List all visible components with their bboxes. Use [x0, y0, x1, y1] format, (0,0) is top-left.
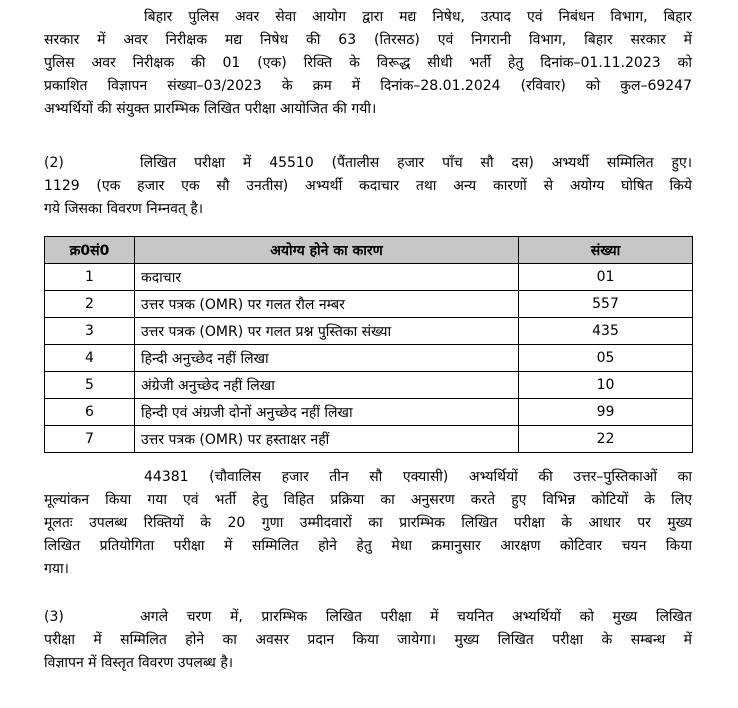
table-row	[45, 372, 693, 399]
paragraph-line: बिहार पुलिस अवर सेवा आयोग द्वारा मद्य निषेध, उत्पाद एवं निबंधन विभाग, बिहार	[144, 9, 692, 25]
cell-reason: उत्तर पत्रक (OMR) पर गलत प्रश्न पुस्तिका संख्या	[135, 318, 519, 345]
paragraph-line: 1129 (एक हजार एक सौ उनतीस) अभ्यर्थी कदाचार तथा अन्य कारणों से अयोग्य घोषित किये	[44, 178, 692, 194]
table-header-row	[45, 237, 693, 264]
header-reason: अयोग्य होने का कारण	[135, 237, 519, 264]
cell-count: 22	[519, 426, 693, 453]
cell-reason: हिन्दी अनुच्छेद नहीं लिखा	[135, 345, 519, 372]
cell-serial: 1	[45, 264, 135, 291]
paragraph-line: गये जिसका विवरण निम्नवत् है।	[44, 201, 204, 217]
cell-serial: 4	[45, 345, 135, 372]
paragraph-line: सरकार में अवर निरीक्षक मद्य निषेध की 63 (तिरसठ) एवं निगरानी विभाग, बिहार सरकार में	[44, 32, 692, 48]
cell-count: 05	[519, 345, 693, 372]
paragraph-line: मूलतः उपलब्ध रिक्तियों के 20 गुणा उम्मीदवारों का प्रारम्भिक लिखित परीक्षा के आधार पर मुख्य	[44, 515, 692, 531]
section-number: (3)	[44, 609, 64, 625]
paragraph-2	[44, 152, 692, 221]
disqualification-table	[44, 236, 693, 453]
table-row	[45, 264, 693, 291]
paragraph-1	[44, 6, 692, 121]
paragraph-text: अगले चरण में, प्रारम्भिक लिखित परीक्षा में चयनित अभ्यर्थियों को मुख्य लिखित	[140, 609, 692, 625]
cell-count: 01	[519, 264, 693, 291]
cell-serial: 5	[45, 372, 135, 399]
section-number: (2)	[44, 155, 64, 171]
cell-serial: 7	[45, 426, 135, 453]
cell-reason: उत्तर पत्रक (OMR) पर हस्ताक्षर नहीं	[135, 426, 519, 453]
cell-count: 435	[519, 318, 693, 345]
cell-serial: 3	[45, 318, 135, 345]
header-count: संख्या	[519, 237, 693, 264]
cell-reason: हिन्दी एवं अंग्रजी दोनों अनुच्छेद नहीं लिखा	[135, 399, 519, 426]
cell-count: 557	[519, 291, 693, 318]
table-row	[45, 291, 693, 318]
cell-serial: 6	[45, 399, 135, 426]
paragraph-line: अभ्यर्थियों की संयुक्त प्रारम्भिक लिखित परीक्षा आयोजित की गयी।	[44, 101, 377, 117]
paragraph-4	[44, 606, 692, 675]
paragraph-line: गया।	[44, 561, 69, 577]
paragraph-line: पुलिस अवर निरीक्षक की 01 (एक) रिक्ति के विरूद्ध सीधी भर्ती हेतु दिनांक–01.11.2023 को	[44, 55, 692, 71]
paragraph-line: विज्ञापन में विस्तृत विवरण उपलब्ध है।	[44, 655, 234, 671]
cell-count: 99	[519, 399, 693, 426]
table-row	[45, 318, 693, 345]
table-row	[45, 399, 693, 426]
table-row	[45, 345, 693, 372]
cell-reason: उत्तर पत्रक (OMR) पर गलत रौल नम्बर	[135, 291, 519, 318]
cell-reason: अंग्रेजी अनुच्छेद नहीं लिखा	[135, 372, 519, 399]
table-row	[45, 426, 693, 453]
cell-serial: 2	[45, 291, 135, 318]
paragraph-line: प्रकाशित विज्ञापन संख्या–03/2023 के क्रम में दिनांक–28.01.2024 (रविवार) को कुल–69247	[44, 78, 692, 94]
paragraph-line	[44, 152, 692, 175]
paragraph-line: मूल्यांकन किया गया एवं भर्ती हेतु विहित प्रक्रिया का अनुसरण करते हुए विभिन्न कोटियों के लिए	[44, 492, 692, 508]
paragraph-line	[44, 606, 692, 629]
paragraph-3	[44, 466, 692, 581]
paragraph-line: 44381 (चौवालिस हजार तीन सौ एक्यासी) अभ्यर्थियों की उत्तर–पुस्तिकाओं का	[144, 469, 692, 485]
paragraph-line: परीक्षा में सम्मिलित होने का अवसर प्रदान किया जायेगा। मुख्य लिखित परीक्षा के सम्बन्ध में	[44, 632, 692, 648]
paragraph-text: लिखित परीक्षा में 45510 (पैंतालीस हजार पाँच सौ दस) अभ्यर्थी सम्मिलित हुए।	[140, 155, 692, 171]
header-serial: क्र0सं0	[45, 237, 135, 264]
cell-count: 10	[519, 372, 693, 399]
cell-reason: कदाचार	[135, 264, 519, 291]
paragraph-line: लिखित प्रतियोगिता परीक्षा में सम्मिलित होने हेतु मेधा क्रमानुसार आरक्षण कोटिवार चयन किया	[44, 538, 692, 554]
